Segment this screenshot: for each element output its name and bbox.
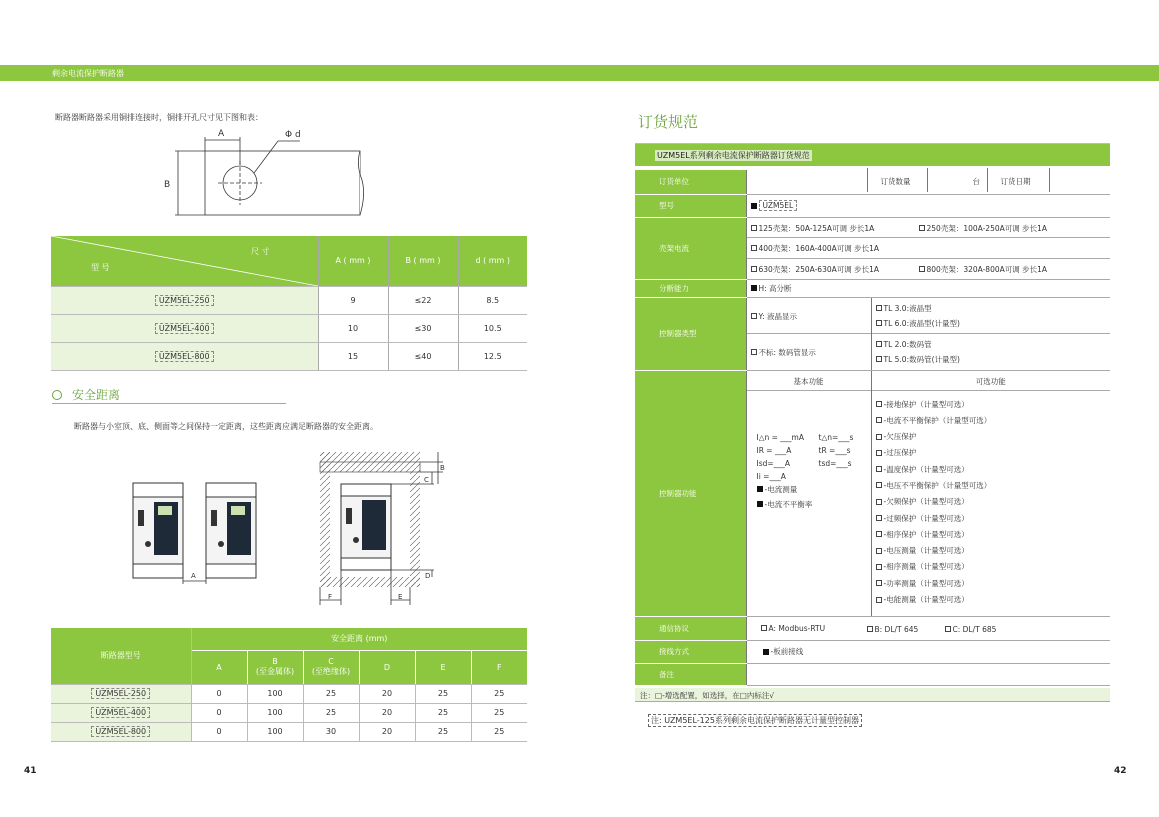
col-b: B (至金属体)	[247, 650, 303, 684]
svg-text:A: A	[191, 572, 196, 580]
safety-description: 断路器与小室顶、底、侧面等之间保持一定距离，这些距离应满足断路器的安全距离。	[74, 422, 378, 431]
page-number-left: 41	[24, 766, 37, 776]
col-a: A	[191, 650, 247, 684]
label-qty-unit: 台	[972, 177, 980, 186]
header-model: 断路器型号	[51, 628, 191, 684]
label-controller-type: 控制器类型	[635, 297, 746, 370]
optional-function-header: 可选功能	[872, 371, 1111, 391]
table-row	[51, 314, 527, 342]
intro-text: 断路器断路器采用铜排连接时，铜排开孔尺寸见下图和表：	[55, 113, 263, 122]
header-size: 尺 寸	[251, 247, 270, 256]
table-row	[635, 170, 1110, 194]
svg-text:D: D	[425, 572, 431, 580]
cell-b: ≤22	[388, 286, 458, 314]
table-row	[635, 370, 1110, 616]
svg-text:B: B	[440, 464, 445, 472]
label-remark: 备注	[635, 663, 746, 685]
divider	[52, 403, 286, 404]
col-d: D	[359, 650, 415, 684]
basic-function-header: 基本功能	[747, 371, 871, 391]
model-value: UZM5EL	[759, 200, 798, 211]
label-order-unit: 订货单位	[635, 170, 746, 194]
cell-d: 10.5	[458, 314, 527, 342]
table-row: 壳架电流 125壳架：50A-125A可调 步长1A 250壳架：100A-250A可调 步长1A 400壳架：160A-400A可调 步长1A 630壳架：250A-630A可调 步长1A 800壳架：320A-800A可调 步长1A	[635, 217, 1110, 279]
label-wiring: 接线方式	[635, 640, 746, 663]
col-f: F	[471, 650, 527, 684]
table-row: UZM5EL-400 0 100 25 20 25 25	[51, 703, 527, 722]
table-row	[635, 194, 1110, 217]
cell-b: ≤30	[388, 314, 458, 342]
order-spec-bar	[635, 143, 1110, 166]
label-communication: 通信协议	[635, 616, 746, 640]
cell-a: 9	[318, 286, 388, 314]
table-row: UZM5EL-250 0 100 25 20 25 25	[51, 684, 527, 703]
label-phi: Φ d	[285, 130, 301, 140]
col-c: C (至绝缘体)	[303, 650, 359, 684]
model-cell: UZM5EL-800	[91, 726, 150, 737]
busbar-hole-drawing	[160, 125, 370, 220]
model-cell: UZM5EL-250	[155, 295, 214, 306]
cell-b: ≤40	[388, 342, 458, 370]
cell-d: 12.5	[458, 342, 527, 370]
svg-text:C: C	[424, 476, 429, 484]
table-row	[51, 286, 527, 314]
breaker-illustration	[206, 483, 256, 578]
table-row	[635, 663, 1110, 685]
optional-functions: -接地保护（计量型可选） -电流不平衡保护（计量型可选） -欠压保护 -过压保护 -温度保护（计量型可选） -电压不平衡保护（计量型可选） -欠频保护（计量型可选） -过频保护（计量型可选） -相序保护（计量型可选） -电压测量（计量型可选） -相序测量（计量型可选） -功率测量（计量型可选） -电能测量（计量型可选）	[872, 391, 1111, 609]
busbar-dimension-table	[51, 236, 527, 371]
header-group: 安全距离 (mm)	[191, 628, 527, 650]
corner-header	[51, 236, 318, 286]
page-number-right: 42	[1114, 766, 1127, 776]
table-row: 分断能力 H: 高分断	[635, 279, 1110, 297]
order-spec-bar-title: UZM5EL系列剩余电流保护断路器订货规范	[657, 151, 810, 160]
table-row: 控制器类型 Y: 液晶显示 不标: 数码管显示 TL 3.0:液晶型 TL 6.0:液晶型(计量型) TL 2.0:数码管 TL 5.0:数码管(计量型)	[635, 297, 1110, 370]
col-b: B ( mm )	[388, 236, 458, 286]
label-breaking: 分断能力	[635, 279, 746, 297]
safety-distance-title: 安全距离	[52, 386, 120, 403]
model-cell: UZM5EL-800	[155, 351, 214, 362]
breaker-illustration	[341, 484, 391, 570]
label-order-date: 订货日期	[1000, 177, 1031, 186]
model-cell: UZM5EL-400	[155, 323, 214, 334]
table-header-row	[51, 628, 527, 650]
table-row: 通信协议 A: Modbus-RTU B: DL/T 645 C: DL/T 685	[635, 616, 1110, 640]
table-row: 接线方式 -板前接线	[635, 640, 1110, 663]
svg-text:E: E	[398, 593, 403, 601]
section-header-bar	[0, 65, 1159, 81]
order-spec-table	[635, 170, 1110, 686]
basic-functions: I△n = ___mA t△n=___s IR = ___A tR =___s Isd=___A tsd=___s Ii =___A -电流测量 -电流不平衡率	[756, 432, 854, 509]
model-cell: UZM5EL-400	[91, 707, 150, 718]
cell-a: 15	[318, 342, 388, 370]
col-a: A ( mm )	[318, 236, 388, 286]
table-header-row	[51, 236, 527, 286]
svg-text:F: F	[328, 593, 333, 601]
label-model: 型号	[635, 194, 746, 217]
col-e: E	[415, 650, 471, 684]
section-label: 剩余电流保护断路器	[52, 69, 124, 78]
table-row: UZM5EL-800 0 100 30 20 25 25	[51, 722, 527, 741]
label-b: B	[164, 180, 171, 190]
model-cell: UZM5EL-250	[91, 688, 150, 699]
bottom-note: 注: UZM5EL-125系列剩余电流保护断路器无计量型控制器	[648, 714, 862, 727]
label-controller-function: 控制器功能	[635, 370, 746, 616]
order-spec-title: 订货规范	[638, 113, 699, 131]
label-a: A	[218, 129, 225, 139]
label-frame: 壳架电流	[635, 217, 746, 279]
table-row	[51, 342, 527, 370]
safety-distance-table	[51, 628, 527, 742]
safety-distance-figure	[128, 450, 448, 608]
note-row: 注：□-增选配置，如选择，在□内标注√	[635, 688, 1110, 702]
header-model: 型 号	[91, 263, 110, 272]
circle-bullet-icon	[52, 390, 62, 400]
cell-d: 8.5	[458, 286, 527, 314]
cell-a: 10	[318, 314, 388, 342]
label-order-qty: 订货数量	[880, 177, 911, 186]
breaker-illustration	[133, 483, 183, 578]
col-d: d ( mm )	[458, 236, 527, 286]
